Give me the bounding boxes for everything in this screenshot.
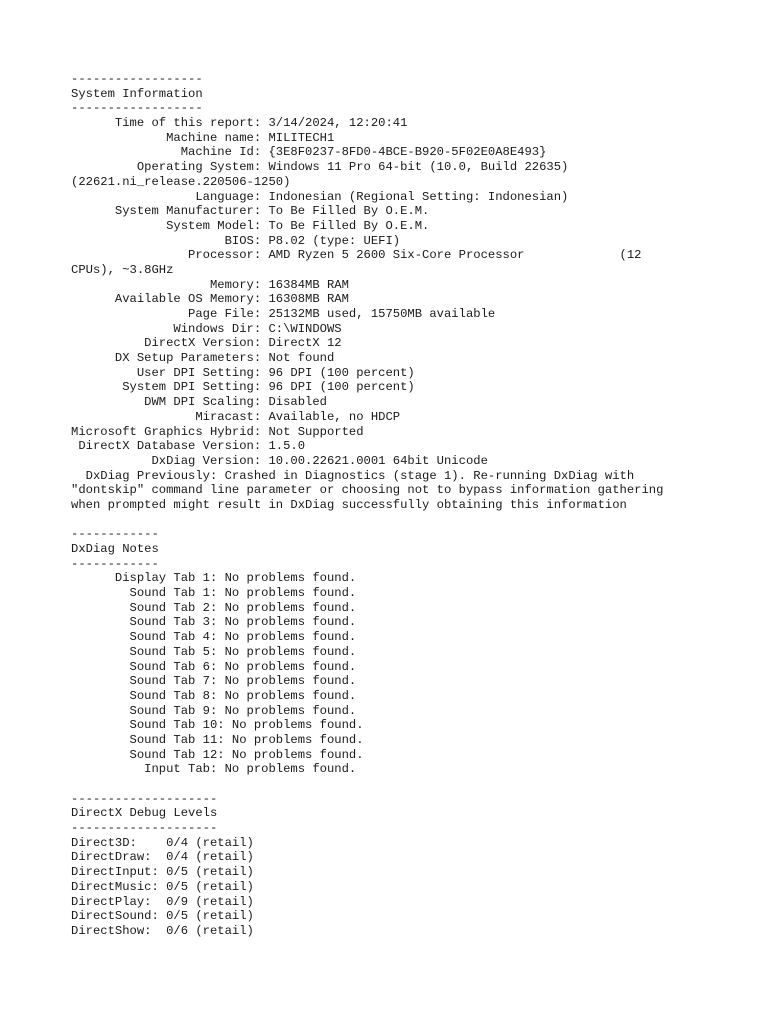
report-line: Sound Tab 2: No problems found.	[71, 600, 357, 615]
report-line: "dontskip" command line parameter or choosing not to bypass information gathering	[71, 483, 664, 498]
report-line: DirectShow: 0/6 (retail)	[71, 923, 254, 938]
report-line: --------------------	[71, 791, 218, 806]
report-line: ------------------	[71, 72, 203, 86]
report-line: when prompted might result in DxDiag successfully obtaining this information	[71, 497, 627, 512]
report-line: DirectSound: 0/5 (retail)	[71, 909, 254, 924]
report-line: User DPI Setting: 96 DPI (100 percent)	[71, 365, 415, 380]
report-line: DirectX Debug Levels	[71, 806, 218, 821]
report-line: DxDiag Version: 10.00.22621.0001 64bit Unicode	[71, 453, 488, 468]
report-line: Sound Tab 5: No problems found.	[71, 644, 357, 659]
report-line: --------------------	[71, 821, 218, 836]
report-line: Sound Tab 7: No problems found.	[71, 674, 357, 689]
report-line: DWM DPI Scaling: Disabled	[71, 395, 327, 410]
report-line: Processor: AMD Ryzen 5 2600 Six-Core Processor (12	[71, 248, 642, 263]
report-line: Input Tab: No problems found.	[71, 762, 357, 777]
report-line: Sound Tab 4: No problems found.	[71, 630, 357, 645]
report-line: Machine Id: {3E8F0237-8FD0-4BCE-B920-5F02E0A8E493}	[71, 145, 547, 160]
report-line: System DPI Setting: 96 DPI (100 percent)	[71, 380, 415, 395]
report-line	[71, 777, 751, 792]
report-line: DirectMusic: 0/5 (retail)	[71, 879, 254, 894]
report-line: Microsoft Graphics Hybrid: Not Supported	[71, 424, 364, 439]
report-line: ------------	[71, 527, 159, 542]
report-line: DxDiag Previously: Crashed in Diagnostics (stage 1). Re-running DxDiag with	[71, 468, 635, 483]
report-line: Memory: 16384MB RAM	[71, 277, 349, 292]
report-line: ------------	[71, 556, 159, 571]
report-line: Sound Tab 10: No problems found.	[71, 718, 364, 733]
report-line: System Information	[71, 86, 203, 101]
report-line: System Manufacturer: To Be Filled By O.E.M.	[71, 204, 430, 219]
report-line: Time of this report: 3/14/2024, 12:20:41	[71, 116, 408, 131]
report-line: System Model: To Be Filled By O.E.M.	[71, 218, 430, 233]
report-line: Sound Tab 12: No problems found.	[71, 747, 364, 762]
report-line: ------------------	[71, 101, 203, 116]
dxdiag-report-text	[71, 72, 751, 939]
report-line: Display Tab 1: No problems found.	[71, 571, 357, 586]
report-line: BIOS: P8.02 (type: UEFI)	[71, 233, 401, 248]
report-line: Sound Tab 6: No problems found.	[71, 659, 357, 674]
report-line: Sound Tab 9: No problems found.	[71, 703, 357, 718]
report-line	[71, 513, 751, 528]
report-line: Available OS Memory: 16308MB RAM	[71, 292, 349, 307]
report-line: Windows Dir: C:\WINDOWS	[71, 321, 342, 336]
report-line: CPUs), ~3.8GHz	[71, 262, 174, 277]
report-line: (22621.ni_release.220506-1250)	[71, 174, 291, 189]
report-line: Operating System: Windows 11 Pro 64-bit (10.0, Build 22635)	[71, 160, 569, 175]
report-line: DirectX Database Version: 1.5.0	[71, 439, 306, 454]
report-line: DirectX Version: DirectX 12	[71, 336, 342, 351]
report-line: DxDiag Notes	[71, 542, 159, 556]
report-line: Sound Tab 1: No problems found.	[71, 586, 357, 601]
report-line: Machine name: MILITECH1	[71, 130, 335, 145]
report-line: DirectDraw: 0/4 (retail)	[71, 850, 254, 865]
report-line: Language: Indonesian (Regional Setting: Indonesian)	[71, 189, 569, 204]
report-line: DirectInput: 0/5 (retail)	[71, 865, 254, 880]
report-line: Page File: 25132MB used, 15750MB available	[71, 307, 496, 321]
report-line: Sound Tab 8: No problems found.	[71, 688, 357, 703]
report-line: Miracast: Available, no HDCP	[71, 409, 401, 424]
report-line: DX Setup Parameters: Not found	[71, 351, 335, 366]
report-line: Sound Tab 11: No problems found.	[71, 732, 364, 747]
report-line: DirectPlay: 0/9 (retail)	[71, 894, 254, 909]
report-line: Sound Tab 3: No problems found.	[71, 615, 357, 630]
report-line: Direct3D: 0/4 (retail)	[71, 835, 254, 850]
